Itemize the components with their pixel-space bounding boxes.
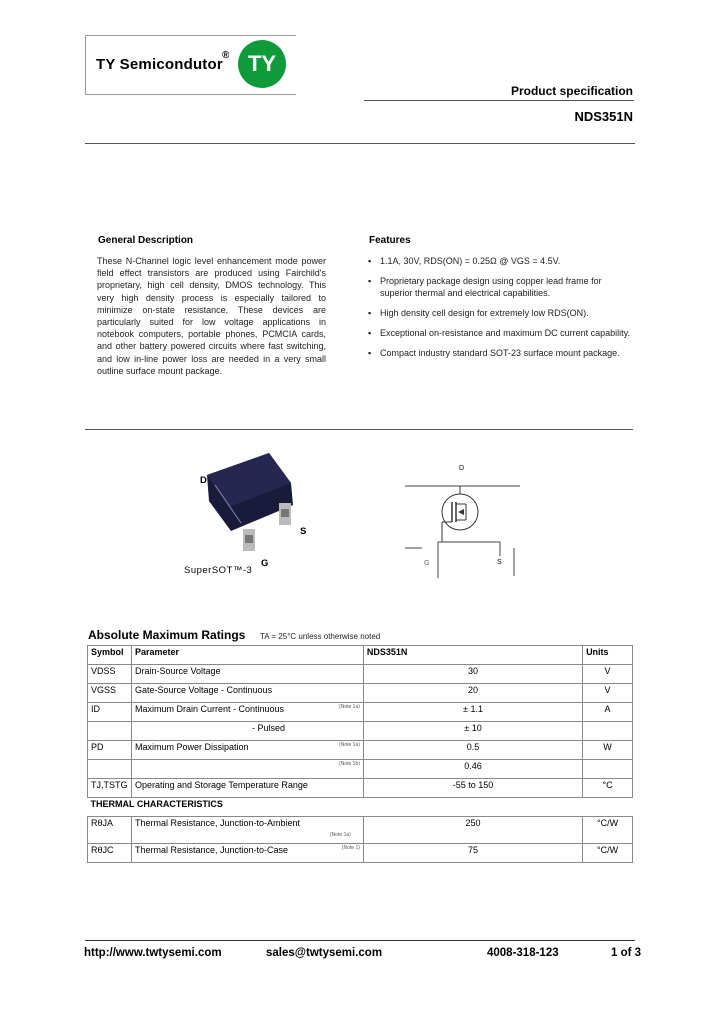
unit-cell: °C/W: [583, 817, 633, 844]
unit-cell: V: [583, 684, 633, 703]
unit-cell: W: [583, 741, 633, 760]
col-header: Symbol: [88, 646, 132, 665]
note-ref: (Note 1a): [329, 832, 351, 838]
col-header: Units: [583, 646, 633, 665]
ratings-title: Absolute Maximum Ratings: [88, 628, 246, 642]
note-ref: (Note 1b): [339, 761, 360, 767]
features-title: Features: [369, 235, 411, 246]
unit-cell: [583, 760, 633, 779]
symbol-cell: RθJA: [88, 817, 132, 844]
value-cell: 75: [363, 844, 582, 863]
value-cell: ± 10: [363, 722, 582, 741]
footer-phone: 4008-318-123: [487, 947, 559, 959]
parameter-text: Thermal Resistance, Junction-to-Case: [134, 845, 289, 855]
thermal-characteristics-title: THERMAL CHARACTERISTICS: [88, 798, 633, 817]
pin-label-s: S: [300, 526, 307, 537]
general-description-body: These N-Channel logic level enhancement mode power field effect transistors are produced using Fairchild's proprietary, high cell density, DMOS technology. This very high density process is especially tailored to minimize on-state resistance. These devices are particularly suited for low voltage applications in notebook computers, portable phones, PCMCIA cards, and other battery powered circuits where fast switching, and low in-line power loss are needed in a very small outline surface mount package.: [97, 256, 326, 376]
mosfet-schematic: [400, 468, 525, 580]
parameter-cell: Operating and Storage Temperature Range: [131, 779, 363, 798]
unit-cell: [583, 722, 633, 741]
company-name: TY Semicondutor: [96, 56, 223, 73]
value-cell: ± 1.1: [363, 703, 582, 722]
pin-label-g: G: [261, 558, 269, 569]
unit-cell: V: [583, 665, 633, 684]
symbol-cell: VDSS: [88, 665, 132, 684]
parameter-cell: [131, 760, 363, 779]
unit-cell: °C/W: [583, 844, 633, 863]
table-row: [88, 779, 633, 798]
ratings-table: [87, 645, 633, 863]
feature-item: ▪ High density cell design for extremely low RDS(ON).: [368, 307, 630, 319]
schematic-d-label: D: [459, 465, 465, 472]
symbol-cell: [88, 760, 132, 779]
symbol-cell: [88, 722, 132, 741]
footer-email[interactable]: sales@twtysemi.com: [266, 947, 383, 959]
package-name: SuperSOT™-3: [184, 565, 253, 576]
ratings-condition: TA = 25°C unless otherwise noted: [260, 632, 381, 641]
footer-url[interactable]: http://www.twtysemi.com: [84, 947, 222, 959]
note-ref: (Note 1a): [339, 742, 360, 748]
product-spec-label: Product specification: [510, 84, 633, 98]
parameter-text: Maximum Drain Current - Continuous: [134, 704, 285, 714]
header-divider: [364, 100, 634, 101]
symbol-cell: RθJC: [88, 844, 132, 863]
parameter-text: Maximum Power Dissipation: [134, 742, 249, 752]
pin-label-d: D: [200, 475, 207, 486]
schematic-g-label: G: [424, 560, 430, 567]
table-row: [88, 760, 633, 779]
parameter-text: Thermal Resistance, Junction-to-Ambient: [134, 818, 301, 828]
symbol-cell: VGSS: [88, 684, 132, 703]
table-header-row: [88, 646, 633, 665]
symbol-cell: ID: [88, 703, 132, 722]
company-logo: TY: [238, 40, 286, 88]
symbol-cell: PD: [88, 741, 132, 760]
feature-item: ▪ 1.1A, 30V, RDS(ON) = 0.25Ω @ VGS = 4.5V.: [368, 255, 630, 267]
table-row: [88, 741, 633, 760]
parameter-cell: Gate-Source Voltage - Continuous: [131, 684, 363, 703]
sot23-package-drawing: [195, 445, 315, 555]
features-list: [368, 255, 630, 367]
symbol-cell: TJ,TSTG: [88, 779, 132, 798]
table-row: [88, 703, 633, 722]
table-row: [88, 722, 633, 741]
value-cell: -55 to 150: [363, 779, 582, 798]
parameter-cell: [131, 741, 363, 760]
general-description-title: General Description: [98, 235, 194, 246]
parameter-cell: Drain-Source Voltage: [131, 665, 363, 684]
col-header: NDS351N: [363, 646, 582, 665]
table-row: [88, 665, 633, 684]
schematic-s-label: S: [497, 559, 502, 566]
note-ref: (Note 1): [341, 845, 360, 851]
value-cell: 20: [363, 684, 582, 703]
header-rule: [85, 143, 635, 144]
parameter-cell: [131, 844, 363, 863]
value-cell: 250: [363, 817, 582, 844]
feature-item: ▪ Compact industry standard SOT-23 surface mount package.: [368, 347, 630, 359]
feature-item: ▪ Exceptional on-resistance and maximum DC current capability.: [368, 327, 630, 339]
parameter-cell: [131, 817, 363, 844]
footer-rule: [85, 940, 635, 941]
registered-mark: ®: [222, 50, 230, 61]
table-row: [88, 684, 633, 703]
section-rule: [85, 429, 633, 430]
thermal-section-row: [88, 798, 633, 817]
table-row: [88, 817, 633, 844]
part-number: NDS351N: [574, 109, 633, 124]
feature-item: ▪ Proprietary package design using copper lead frame for superior thermal and electrical capabilities.: [368, 275, 630, 299]
col-header: Parameter: [131, 646, 363, 665]
table-row: [88, 844, 633, 863]
note-ref: (Note 1a): [339, 704, 360, 710]
parameter-cell: - Pulsed: [131, 722, 363, 741]
value-cell: 30: [363, 665, 582, 684]
unit-cell: °C: [583, 779, 633, 798]
unit-cell: A: [583, 703, 633, 722]
value-cell: 0.46: [363, 760, 582, 779]
page-number: 1 of 3: [611, 947, 642, 959]
parameter-cell: [131, 703, 363, 722]
value-cell: 0.5: [363, 741, 582, 760]
